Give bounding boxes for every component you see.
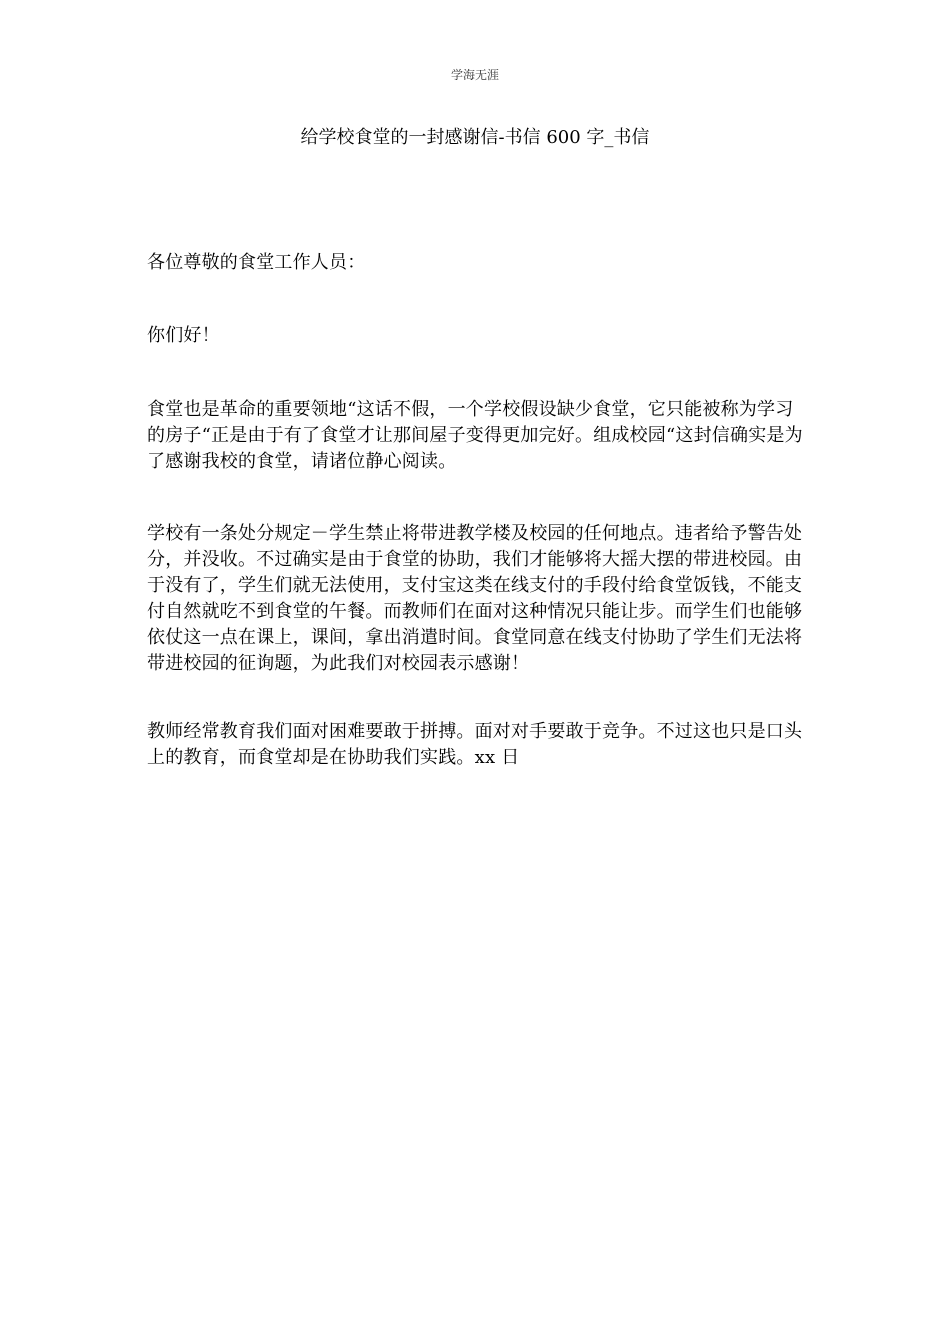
body-paragraph: 教师经常教育我们面对困难要敢于拼搏。面对对手要敢于竞争。不过这也只是口头上的教育，而食堂却是在协助我们实践。xx 日 xyxy=(147,721,803,768)
body-paragraph: 食堂也是革命的重要领地“这话不假，一个学校假设缺少食堂，它只能被称为学习的房子“正是由于有了食堂才让那间屋子变得更加完好。组成校园“这封信确实是为了感谢我校的食堂，请诸位静心阅读。 xyxy=(147,399,803,472)
document-title: 给学校食堂的一封感谢信-书信 600 字_书信 xyxy=(300,127,650,148)
body-paragraph: 学校有一条处分规定－学生禁止将带进教学楼及校园的任何地点。违者给予警告处分，并没收。不过确实是由于食堂的协助，我们才能够将大摇大摆的带进校园。由于没有了，学生们就无法使用，支付宝这类在线支付的手段付给食堂饭钱，不能支付自然就吃不到食堂的午餐。而教师们在面对这种情况只能让步。而学生们也能够依仗这一点在课上，课间，拿出消遣时间。食堂同意在线支付协助了学生们无法将带进校园的征询题，为此我们对校园表示感谢！ xyxy=(147,523,803,674)
page-header: 学海无涯 xyxy=(450,68,499,82)
salutation: 各位尊敬的食堂工作人员： xyxy=(147,252,366,273)
greeting: 你们好！ xyxy=(147,325,220,346)
